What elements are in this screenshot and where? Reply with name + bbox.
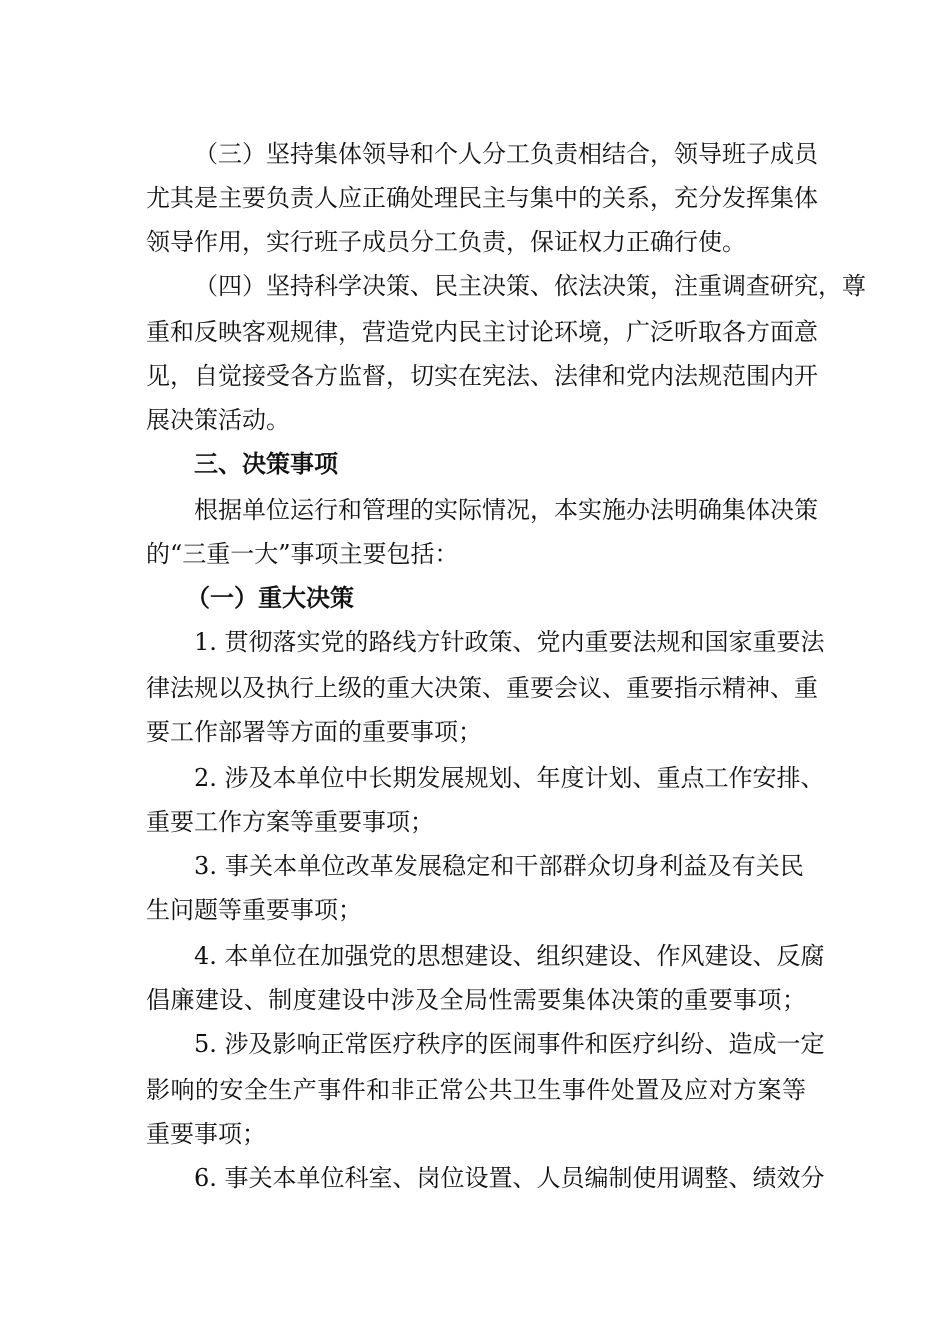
paragraph-line — [0, 266, 950, 306]
paragraph-line — [0, 712, 950, 752]
paragraph-line — [0, 490, 950, 530]
paragraph-line — [0, 936, 950, 976]
line-text: 4. 本单位在加强党的思想建设、组织建设、作风建设、反腐 — [194, 942, 825, 970]
line-text: 2. 涉及本单位中长期发展规划、年度计划、重点工作安排、 — [194, 764, 825, 792]
paragraph-line — [0, 534, 950, 574]
paragraph-line — [0, 890, 950, 930]
line-text: 的“三重一大”事项主要包括： — [146, 540, 459, 568]
paragraph-line — [0, 1114, 950, 1154]
section-heading-text: 三、决策事项 — [194, 449, 338, 478]
subsection-heading — [0, 578, 950, 618]
paragraph-line — [0, 622, 950, 662]
line-text: 5. 涉及影响正常医疗秩序的医闹事件和医疗纠纷、造成一定 — [194, 1030, 825, 1058]
paragraph-line — [0, 980, 950, 1020]
line-text: 领导作用，实行班子成员分工负责，保证权力正确行使。 — [146, 228, 746, 256]
line-text: 律法规以及执行上级的重大决策、重要会议、重要指示精神、重 — [146, 674, 818, 702]
line-text: 倡廉建设、制度建设中涉及全局性需要集体决策的重要事项； — [146, 986, 807, 1014]
paragraph-line — [0, 1024, 950, 1064]
paragraph-line — [0, 356, 950, 396]
paragraph-line — [0, 222, 950, 262]
line-text: 3. 事关本单位改革发展稳定和干部群众切身利益及有关民 — [194, 852, 805, 880]
paragraph-line — [0, 668, 950, 708]
paragraph-line — [0, 178, 950, 218]
paragraph-line — [0, 400, 950, 440]
line-text: 展决策活动。 — [146, 406, 290, 434]
line-text: 生问题等重要事项； — [146, 896, 362, 924]
paragraph-line — [0, 758, 950, 798]
paragraph-line — [0, 1158, 950, 1198]
paragraph-line — [0, 312, 950, 352]
line-text: （三）坚持集体领导和个人分工负责相结合，领导班子成员 — [194, 140, 818, 168]
line-text: （四）坚持科学决策、民主决策、依法决策，注重调查研究，尊 — [194, 272, 866, 300]
line-text: 重要工作方案等重要事项； — [146, 808, 434, 836]
paragraph-line — [0, 1070, 950, 1110]
line-text: 重和反映客观规律，营造党内民主讨论环境，广泛听取各方面意 — [146, 318, 818, 346]
section-heading — [0, 444, 950, 484]
line-text: 重要事项； — [146, 1120, 266, 1148]
line-text: 根据单位运行和管理的实际情况，本实施办法明确集体决策 — [194, 496, 818, 524]
line-text: 见，自觉接受各方监督，切实在宪法、法律和党内法规范围内开 — [146, 362, 818, 390]
subsection-heading-text: （一）重大决策 — [186, 583, 354, 612]
line-text: 尤其是主要负责人应正确处理民主与集中的关系，充分发挥集体 — [146, 184, 818, 212]
paragraph-line — [0, 802, 950, 842]
line-text: 影响的安全生产事件和非正常公共卫生事件处置及应对方案等 — [146, 1076, 807, 1104]
line-text: 1. 贯彻落实党的路线方针政策、党内重要法规和国家重要法 — [194, 628, 825, 656]
paragraph-line — [0, 846, 950, 886]
line-text: 要工作部署等方面的重要事项； — [146, 718, 482, 746]
paragraph-line — [0, 134, 950, 174]
line-text: 6. 事关本单位科室、岗位设置、人员编制使用调整、绩效分 — [194, 1164, 825, 1192]
